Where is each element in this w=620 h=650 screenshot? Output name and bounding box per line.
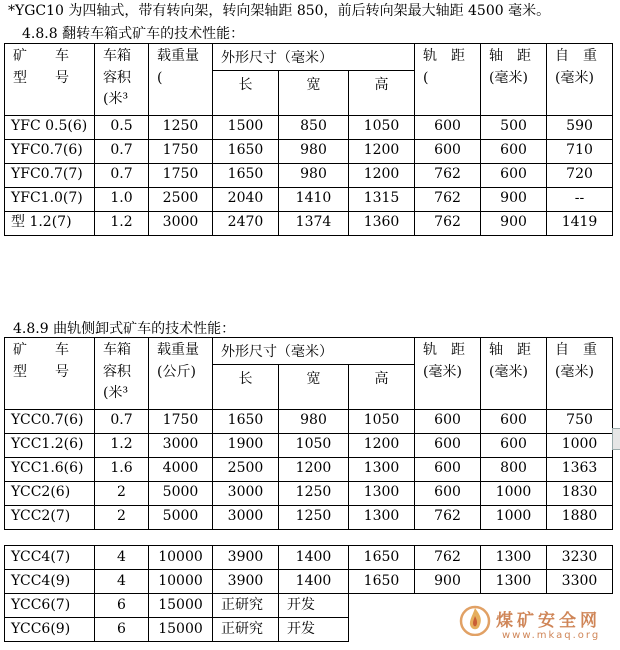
value-cell: 1250	[279, 481, 349, 505]
table-row	[5, 546, 613, 570]
value-cell: 5000	[149, 505, 213, 529]
value-cell: 1400	[279, 570, 349, 594]
value-cell: 0.5	[95, 115, 149, 139]
value-cell: 开发	[279, 618, 349, 642]
model-cell: YCC2(7)	[5, 505, 95, 529]
value-cell: 1.2	[95, 211, 149, 235]
intro-line: *YGC10 为四轴式，带有转向架，转向架轴距 850，前后转向架最大轴距 4500 毫米。	[8, 3, 551, 19]
value-cell: 1410	[279, 187, 349, 211]
table-row	[5, 115, 613, 139]
value-cell: 1.0	[95, 187, 149, 211]
model-cell: YCC1.2(6)	[5, 433, 95, 457]
value-cell: 1300	[349, 481, 415, 505]
value-cell: 600	[481, 139, 547, 163]
value-cell: 2	[95, 505, 149, 529]
col-header-weight: 自 重 (毫米)	[547, 338, 613, 410]
value-cell: 1650	[213, 409, 279, 433]
value-cell: 15000	[149, 618, 213, 642]
value-cell: 4000	[149, 457, 213, 481]
section-heading-flip: 4.8.8 翻转车箱式矿车的技术性能：	[22, 26, 245, 42]
value-cell: 600	[415, 115, 481, 139]
value-cell: 1250	[149, 115, 213, 139]
value-cell: 1650	[213, 139, 279, 163]
value-cell: 1650	[213, 163, 279, 187]
value-cell: 3000	[149, 211, 213, 235]
site-watermark-logo	[458, 602, 618, 648]
value-cell: 3300	[547, 570, 613, 594]
model-cell: 型 1.2(7)	[5, 211, 95, 235]
value-cell: 开发	[279, 594, 349, 618]
value-cell: 15000	[149, 594, 213, 618]
value-cell: 3900	[213, 546, 279, 570]
value-cell: 1000	[481, 481, 547, 505]
value-cell: 600	[415, 433, 481, 457]
value-cell: 1300	[481, 570, 547, 594]
col-header-length: 长	[213, 364, 279, 409]
model-cell: YCC4(9)	[5, 570, 95, 594]
value-cell: 600	[481, 163, 547, 187]
value-cell: 600	[415, 481, 481, 505]
value-cell: 1250	[279, 505, 349, 529]
model-cell: YFC 0.5(6)	[5, 115, 95, 139]
model-cell: YFC0.7(7)	[5, 163, 95, 187]
col-header-model: 矿 车 型 号	[5, 338, 95, 410]
value-cell: 2470	[213, 211, 279, 235]
table-row	[5, 211, 613, 235]
value-cell: 1750	[149, 409, 213, 433]
value-cell: 3900	[213, 570, 279, 594]
value-cell: 1830	[547, 481, 613, 505]
side-dump-car-table	[4, 337, 613, 530]
value-cell: 800	[481, 457, 547, 481]
value-cell: 4	[95, 570, 149, 594]
col-header-load: 载重量 (公斤)	[149, 338, 213, 410]
value-cell: 710	[547, 139, 613, 163]
value-cell: 1374	[279, 211, 349, 235]
col-header-capacity: 车箱 容积 (米³	[95, 44, 149, 116]
value-cell: 5000	[149, 481, 213, 505]
value-cell: 750	[547, 409, 613, 433]
value-cell: 1363	[547, 457, 613, 481]
value-cell: 3000	[149, 433, 213, 457]
col-header-dims: 外形尺寸（毫米）	[213, 44, 415, 71]
col-header-weight: 自 重 (毫米)	[547, 44, 613, 116]
value-cell: 1650	[349, 570, 415, 594]
value-cell: 600	[415, 139, 481, 163]
col-header-gauge: 轨 距 (	[415, 44, 481, 116]
col-header-load: 载重量 (	[149, 44, 213, 116]
col-header-wheelbase: 轴 距 (毫米)	[481, 44, 547, 116]
value-cell	[349, 594, 415, 618]
value-cell: 900	[481, 187, 547, 211]
value-cell: 762	[415, 546, 481, 570]
value-cell: 600	[415, 457, 481, 481]
value-cell: 1400	[279, 546, 349, 570]
value-cell: 762	[415, 187, 481, 211]
value-cell: 1000	[481, 505, 547, 529]
table-row	[5, 409, 613, 433]
value-cell: 600	[415, 409, 481, 433]
model-cell: YFC1.0(7)	[5, 187, 95, 211]
table-row	[5, 570, 613, 594]
value-cell: 600	[481, 409, 547, 433]
value-cell: 1.6	[95, 457, 149, 481]
watermark-url: www.mkaq.org	[502, 630, 601, 641]
value-cell: 850	[279, 115, 349, 139]
value-cell: 0.7	[95, 163, 149, 187]
value-cell: 0.7	[95, 409, 149, 433]
table-row	[5, 505, 613, 529]
table-row	[5, 433, 613, 457]
flip-car-table	[4, 43, 613, 236]
model-cell: YCC4(7)	[5, 546, 95, 570]
col-header-width: 宽	[279, 70, 349, 115]
value-cell: 10000	[149, 570, 213, 594]
section-heading-side-dump: 4.8.9 曲轨侧卸式矿车的技术性能：	[13, 321, 236, 337]
model-cell: YCC0.7(6)	[5, 409, 95, 433]
value-cell: 3000	[213, 505, 279, 529]
value-cell: 1050	[349, 409, 415, 433]
value-cell: 2	[95, 481, 149, 505]
col-header-length: 长	[213, 70, 279, 115]
value-cell: 正研究	[213, 594, 279, 618]
value-cell: 1050	[349, 115, 415, 139]
value-cell: 1200	[349, 139, 415, 163]
model-cell: YCC6(9)	[5, 618, 95, 642]
scroll-tab[interactable]	[612, 428, 620, 450]
table-row	[5, 163, 613, 187]
value-cell: 2500	[149, 187, 213, 211]
value-cell: 1050	[279, 433, 349, 457]
value-cell: 1000	[547, 433, 613, 457]
value-cell: 2500	[213, 457, 279, 481]
value-cell: 1300	[349, 505, 415, 529]
value-cell: 1200	[349, 163, 415, 187]
value-cell: 1880	[547, 505, 613, 529]
col-header-wheelbase: 轴 距 (毫米)	[481, 338, 547, 410]
col-header-width: 宽	[279, 364, 349, 409]
value-cell: 590	[547, 115, 613, 139]
col-header-capacity: 车箱 容积 (米³	[95, 338, 149, 410]
value-cell: 1500	[213, 115, 279, 139]
value-cell: 1750	[149, 139, 213, 163]
col-header-height: 高	[349, 364, 415, 409]
value-cell: 600	[481, 433, 547, 457]
model-cell: YFC0.7(6)	[5, 139, 95, 163]
watermark-text: 煤矿安全网	[496, 611, 601, 631]
value-cell: 762	[415, 211, 481, 235]
model-cell: YCC6(7)	[5, 594, 95, 618]
value-cell: 980	[279, 139, 349, 163]
value-cell: 正研究	[213, 618, 279, 642]
value-cell: 720	[547, 163, 613, 187]
value-cell: 0.7	[95, 139, 149, 163]
value-cell: 4	[95, 546, 149, 570]
value-cell	[349, 618, 415, 642]
value-cell: 900	[481, 211, 547, 235]
flame-logo-icon	[458, 602, 492, 636]
value-cell: 1900	[213, 433, 279, 457]
table-row	[5, 457, 613, 481]
value-cell: 1.2	[95, 433, 149, 457]
col-header-gauge: 轨 距 (毫米)	[415, 338, 481, 410]
value-cell: 1300	[349, 457, 415, 481]
value-cell: 1650	[349, 546, 415, 570]
value-cell: 762	[415, 163, 481, 187]
value-cell: 3230	[547, 546, 613, 570]
table-row	[5, 481, 613, 505]
model-cell: YCC2(6)	[5, 481, 95, 505]
value-cell: 900	[415, 570, 481, 594]
value-cell: 1200	[279, 457, 349, 481]
value-cell: 1300	[481, 546, 547, 570]
value-cell: 1200	[349, 433, 415, 457]
value-cell: 6	[95, 594, 149, 618]
table-row	[5, 139, 613, 163]
value-cell: 1360	[349, 211, 415, 235]
col-header-dims: 外形尺寸（毫米）	[213, 338, 415, 365]
value-cell: 980	[279, 409, 349, 433]
value-cell: 1750	[149, 163, 213, 187]
value-cell: 980	[279, 163, 349, 187]
col-header-height: 高	[349, 70, 415, 115]
value-cell: 6	[95, 618, 149, 642]
value-cell: 3000	[213, 481, 279, 505]
table-row	[5, 187, 613, 211]
value-cell: 10000	[149, 546, 213, 570]
value-cell: --	[547, 187, 613, 211]
value-cell: 500	[481, 115, 547, 139]
value-cell: 1419	[547, 211, 613, 235]
value-cell: 762	[415, 505, 481, 529]
value-cell: 2040	[213, 187, 279, 211]
col-header-model: 矿 车 型 号	[5, 44, 95, 116]
model-cell: YCC1.6(6)	[5, 457, 95, 481]
value-cell: 1315	[349, 187, 415, 211]
